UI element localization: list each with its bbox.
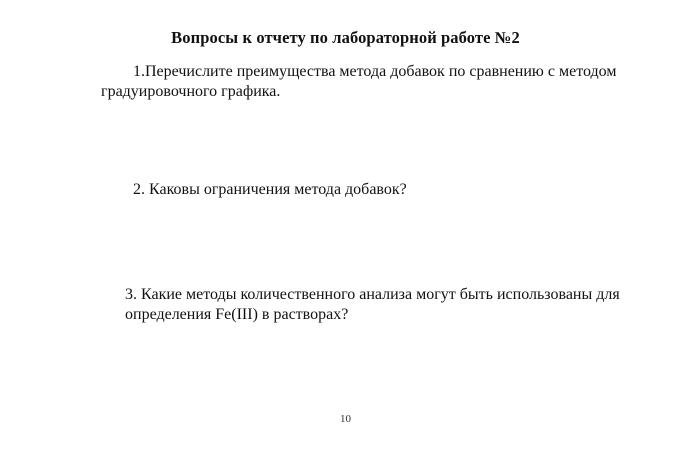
page-number: 10	[340, 413, 351, 425]
question-3-line-1: 3. Какие методы количественного анализа могут быть использованы для	[125, 286, 620, 303]
page-title: Вопросы к отчету по лабораторной работе №2	[171, 28, 520, 47]
question-3-line-2: определения Fe(III) в растворах?	[125, 306, 349, 323]
question-1-line-1: 1.Перечислите преимущества метода добавок по сравнению с методом	[133, 63, 617, 80]
question-1-line-2: градуировочного графика.	[101, 83, 281, 100]
question-2-line-1: 2. Каковы ограничения метода добавок?	[133, 181, 407, 198]
